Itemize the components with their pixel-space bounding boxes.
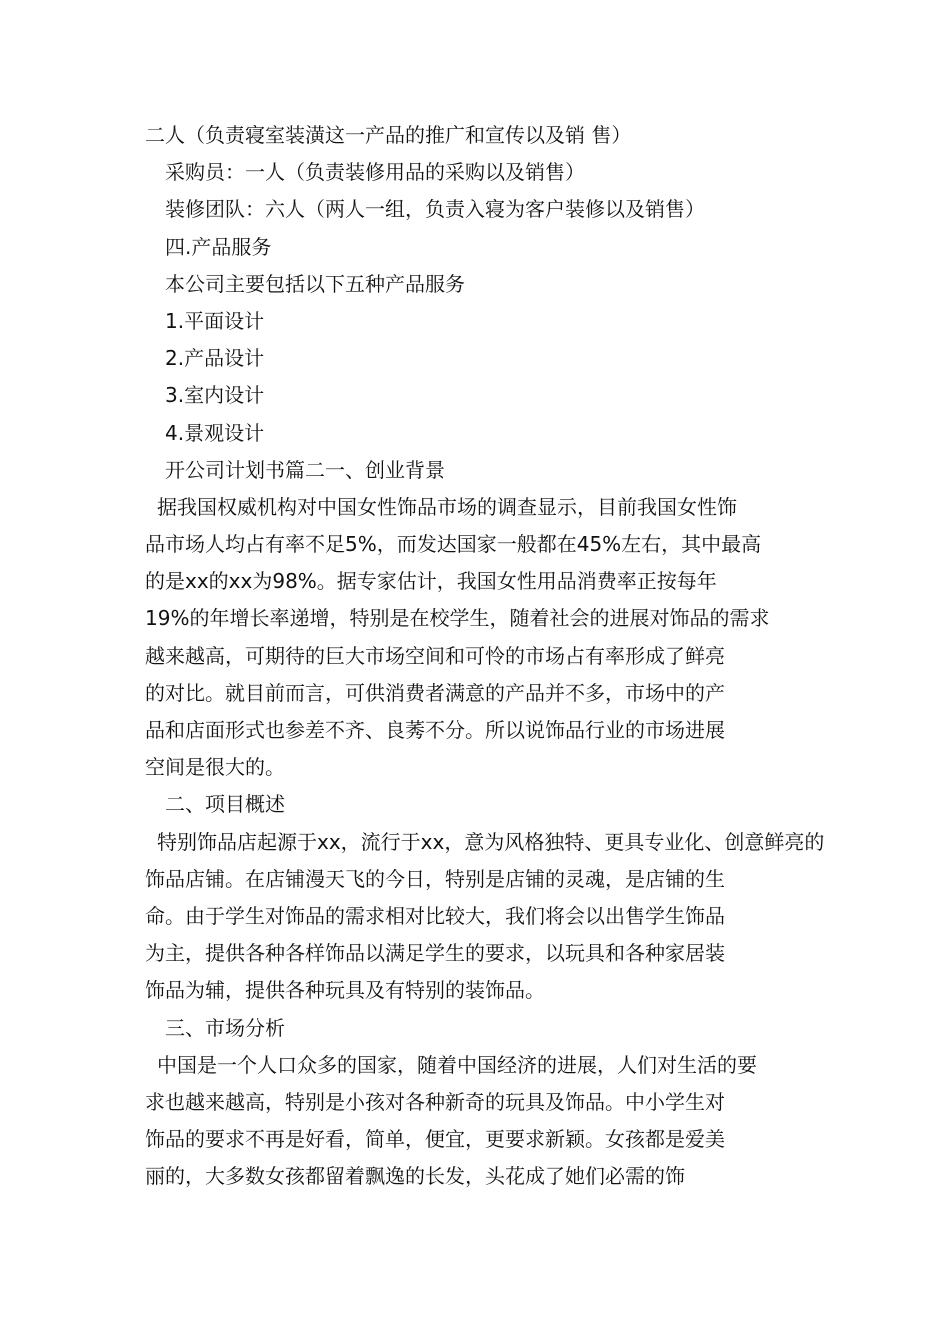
list-item: 1.平面设计	[165, 308, 265, 333]
text-line: 特别饰品店起源于xx，流行于xx，意为风格独特、更具专业化、创意鲜亮的	[157, 829, 825, 854]
paragraph	[145, 489, 810, 787]
document-body	[145, 117, 825, 1195]
section-heading: 二、项目概述	[165, 792, 285, 817]
text-line: 命。由于学生对饰品的需求相对比较大，我们将会以出售学生饰品	[145, 903, 725, 928]
list-item: 2.产品设计	[165, 346, 265, 371]
text-line: 采购员：一人（负责装修用品的采购以及销售）	[165, 160, 585, 185]
text-line: 饰品为辅，提供各种玩具及有特别的装饰品。	[145, 978, 545, 1003]
text-line: 为主，提供各种各样饰品以满足学生的要求，以玩具和各种家居装	[145, 941, 725, 966]
paragraph	[145, 824, 825, 1010]
paragraph	[145, 1047, 810, 1196]
text-line: 的对比。就目前而言，可供消费者满意的产品并不多，市场中的产	[145, 680, 725, 705]
text-line: 饰品店铺。在店铺漫天飞的今日，特别是店铺的灵魂，是店铺的生	[145, 866, 725, 891]
list-item: 4.景观设计	[165, 420, 265, 445]
text-line: 本公司主要包括以下五种产品服务	[165, 271, 465, 296]
text-line: 的是xx的xx为98%。据专家估计，我国女性用品消费率正按每年	[145, 569, 717, 594]
text-line: 品和店面形式也参差不齐、良莠不分。所以说饰品行业的市场进展	[145, 718, 725, 742]
section-heading: 三、市场分析	[165, 1015, 285, 1040]
text-line: 丽的，大多数女孩都留着飘逸的长发，头花成了她们必需的饰	[145, 1164, 685, 1189]
text-line: 空间是很大的。	[145, 755, 285, 780]
text-line: 中国是一个人口众多的国家，随着中国经济的进展，人们对生活的要	[157, 1052, 757, 1077]
text-line: 据我国权威机构对中国女性饰品市场的调查显示，目前我国女性饰	[157, 494, 737, 519]
text-line: 品市场人均占有率不足5%，而发达国家一般都在45%左右，其中最高	[145, 532, 762, 557]
text-line: 饰品的要求不再是好看，简单，便宜，更要求新颖。女孩都是爱美	[145, 1127, 725, 1152]
text-line: 装修团队：六人（两人一组，负责入寝为客户装修以及销售）	[165, 197, 705, 222]
section-heading: 四.产品服务	[165, 234, 272, 259]
list-item: 3.室内设计	[165, 383, 265, 408]
text-line: 二人（负责寝室装潢这一产品的推广和宣传以及销 售）	[145, 123, 632, 147]
text-line: 19%的年增长率递增，特别是在校学生，随着社会的进展对饰品的需求	[145, 606, 770, 631]
text-line: 越来越高，可期待的巨大市场空间和可怜的市场占有率形成了鲜亮	[145, 643, 725, 668]
text-line: 求也越来越高，特别是小孩对各种新奇的玩具及饰品。中小学生对	[145, 1089, 725, 1114]
section-heading: 开公司计划书篇二一、创业背景	[165, 457, 445, 482]
